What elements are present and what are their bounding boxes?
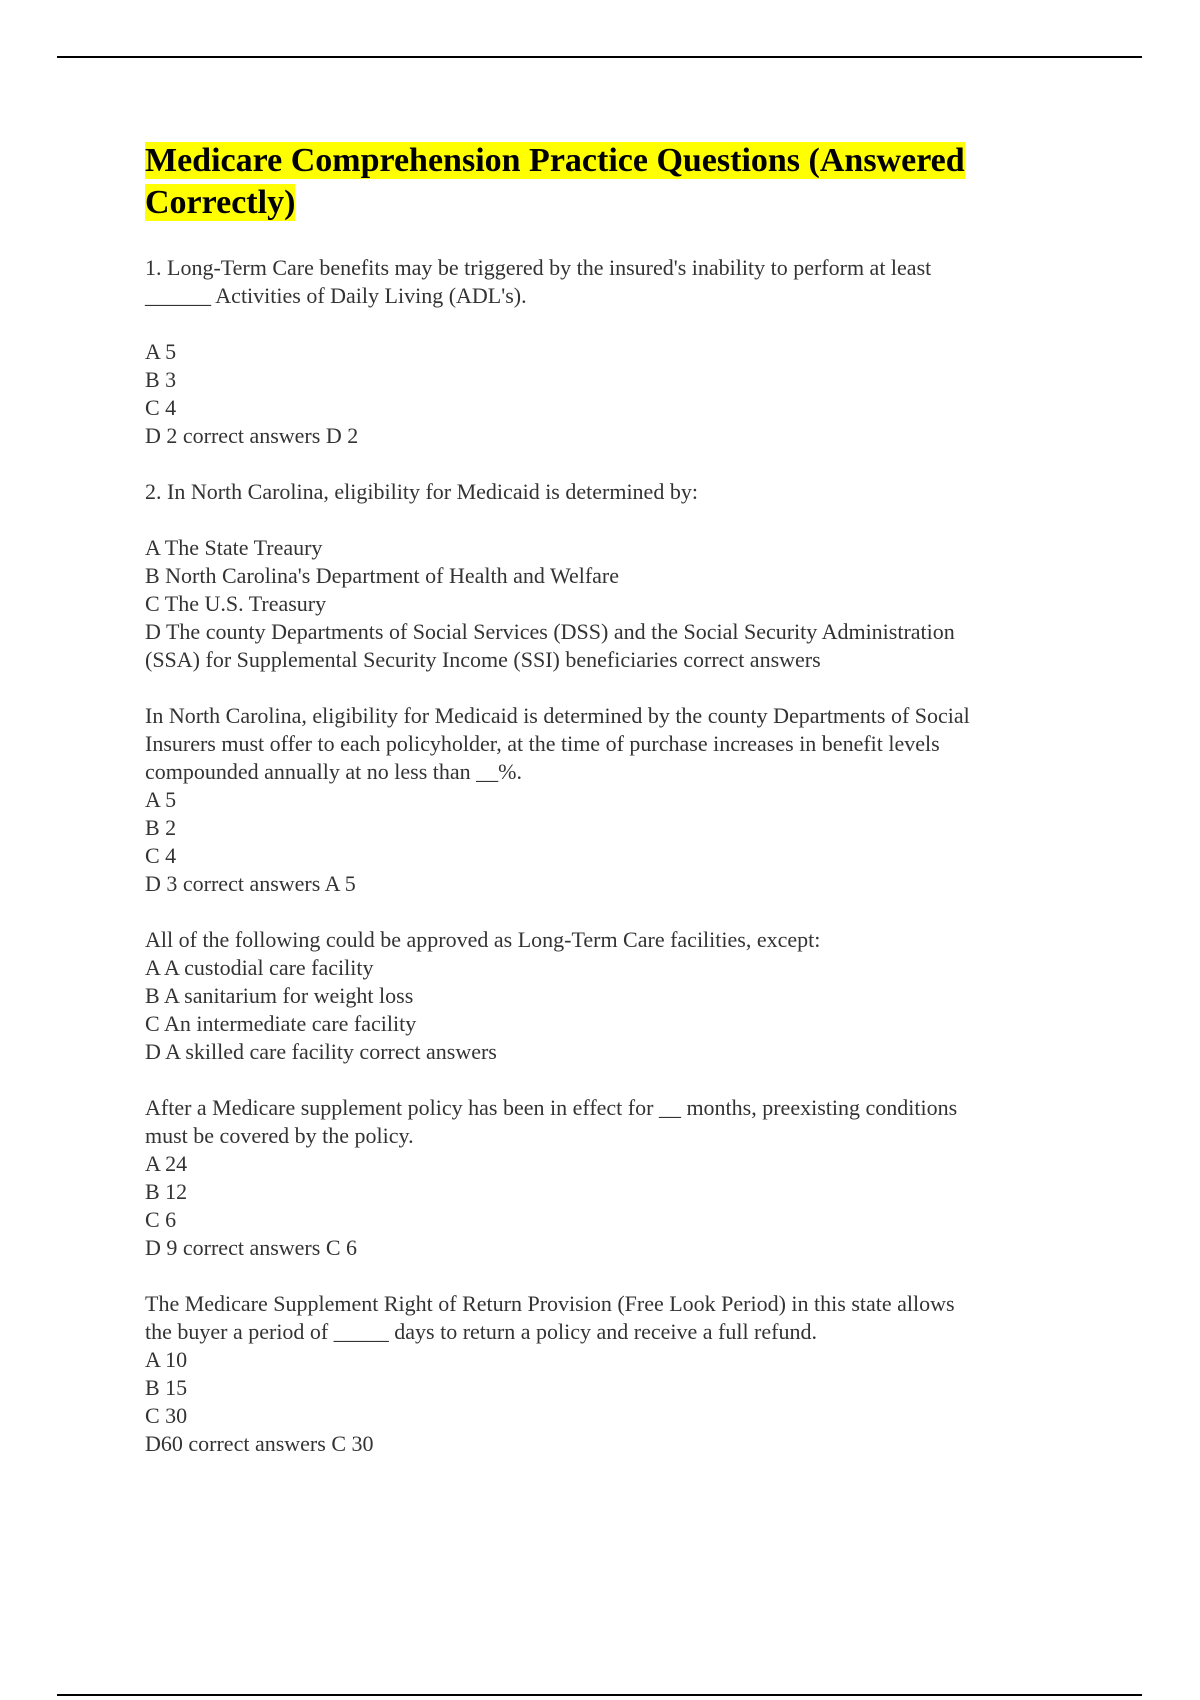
- question-3-prompt-line: Insurers must offer to each policyholder, at the time of purchase increases in benefit levels: [145, 731, 940, 756]
- question-1-option: D 2 correct answers D 2: [145, 423, 359, 448]
- question-2-option: B North Carolina's Department of Health and Welfare: [145, 563, 620, 588]
- question-1-option: A 5: [145, 339, 177, 364]
- question-5-option: D 9 correct answers C 6: [145, 1235, 357, 1260]
- question-4-option: B A sanitarium for weight loss: [145, 983, 414, 1008]
- question-2: [145, 478, 1075, 674]
- question-3-option: C 4: [145, 843, 177, 868]
- question-3-prompt-line: compounded annually at no less than __%.: [145, 759, 522, 784]
- question-2-option: C The U.S. Treasury: [145, 591, 327, 616]
- question-6-option: A 10: [145, 1347, 188, 1372]
- bottom-rule: [57, 1694, 1142, 1696]
- question-1-prompt-line: ______ Activities of Daily Living (ADL's).: [145, 283, 527, 308]
- question-5-prompt-line: After a Medicare supplement policy has been in effect for __ months, preexisting conditions: [145, 1095, 958, 1120]
- question-1-prompt-line: 1. Long-Term Care benefits may be triggered by the insured's inability to perform at least: [145, 255, 932, 280]
- question-3-option: B 2: [145, 815, 177, 840]
- question-6-option: D60 correct answers C 30: [145, 1431, 374, 1456]
- question-3-option: D 3 correct answers A 5: [145, 871, 356, 896]
- question-1-option: C 4: [145, 395, 177, 420]
- question-3-prompt-line: In North Carolina, eligibility for Medicaid is determined by the county Departments of Social: [145, 703, 970, 728]
- question-1-option: B 3: [145, 367, 177, 392]
- page-title-text: Medicare Comprehension Practice Questions (Answered Correctly): [145, 142, 965, 221]
- question-6: [145, 1290, 1075, 1458]
- top-rule: [57, 56, 1142, 58]
- page-title: [145, 140, 1075, 224]
- question-4-option: A A custodial care facility: [145, 955, 374, 980]
- question-2-prompt-line: 2. In North Carolina, eligibility for Medicaid is determined by:: [145, 479, 698, 504]
- question-5-prompt-line: must be covered by the policy.: [145, 1123, 414, 1148]
- question-4-prompt-line: All of the following could be approved as Long-Term Care facilities, except:: [145, 927, 821, 952]
- question-2-option: A The State Treaury: [145, 535, 323, 560]
- question-5-option: C 6: [145, 1207, 177, 1232]
- question-4: [145, 926, 1075, 1066]
- question-5-option: B 12: [145, 1179, 188, 1204]
- question-4-option: C An intermediate care facility: [145, 1011, 417, 1036]
- question-6-prompt-line: The Medicare Supplement Right of Return Provision (Free Look Period) in this state allows: [145, 1291, 955, 1316]
- question-6-option: B 15: [145, 1375, 188, 1400]
- question-2-option: D The county Departments of Social Services (DSS) and the Social Security Administration: [145, 619, 955, 644]
- question-5: [145, 1094, 1075, 1262]
- question-3: [145, 702, 1075, 898]
- question-5-option: A 24: [145, 1151, 188, 1176]
- question-6-option: C 30: [145, 1403, 188, 1428]
- question-2-option: (SSA) for Supplemental Security Income (SSI) beneficiaries correct answers: [145, 647, 821, 672]
- question-3-option: A 5: [145, 787, 177, 812]
- question-1: [145, 254, 1075, 450]
- document-body: [145, 140, 1075, 1486]
- question-4-option: D A skilled care facility correct answers: [145, 1039, 497, 1064]
- question-6-prompt-line: the buyer a period of _____ days to return a policy and receive a full refund.: [145, 1319, 817, 1344]
